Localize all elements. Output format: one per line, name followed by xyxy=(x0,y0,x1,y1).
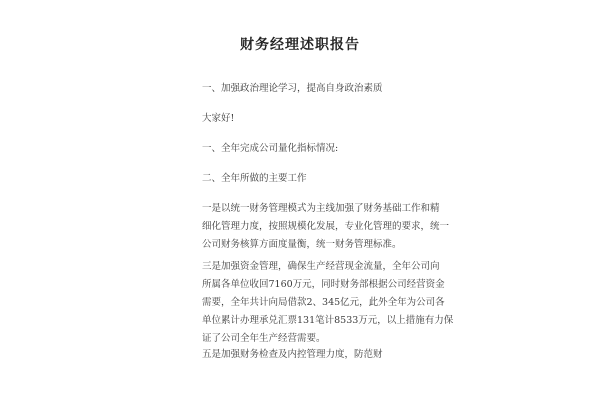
document-title: 财务经理述职报告 xyxy=(240,37,360,53)
section-heading-political-study: 一、加强政治理论学习，提高自身政治素质 xyxy=(202,83,383,94)
paragraph-financial-management xyxy=(202,200,450,254)
paragraph-internal-control: 五是加强财务检查及内控管理力度，防范财 xyxy=(202,349,383,360)
section-heading-main-work: 二、全年所做的主要工作 xyxy=(202,173,307,184)
greeting-text: 大家好! xyxy=(202,113,235,124)
paragraph-line: 三是加强资金管理，确保生产经营现金流量，全年公司向 xyxy=(202,261,440,272)
paragraph-line: 证了公司全年生产经营需要。 xyxy=(202,333,326,344)
paragraph-line: 细化管理力度，按照规模化发展，专业化管理的要求，统一 xyxy=(202,221,450,232)
paragraph-line: 单位累计办理承兑汇票131笔计8533万元，以上措施有力保 xyxy=(202,315,454,326)
paragraph-line: 公司财务核算方面度量衡，统一财务管理标准。 xyxy=(202,239,402,250)
section-heading-quantitative-indicators: 一、全年完成公司量化指标情况: xyxy=(202,143,339,154)
paragraph-line: 一是以统一财务管理模式为主线加强了财务基础工作和精 xyxy=(202,203,440,214)
paragraph-capital-management xyxy=(202,258,454,348)
paragraph-line: 所属各单位收回7160万元，同时财务部根据公司经营资金 xyxy=(202,279,445,290)
paragraph-line: 需要，全年共计向局借款2、345亿元，此外全年为公司各 xyxy=(202,297,445,308)
